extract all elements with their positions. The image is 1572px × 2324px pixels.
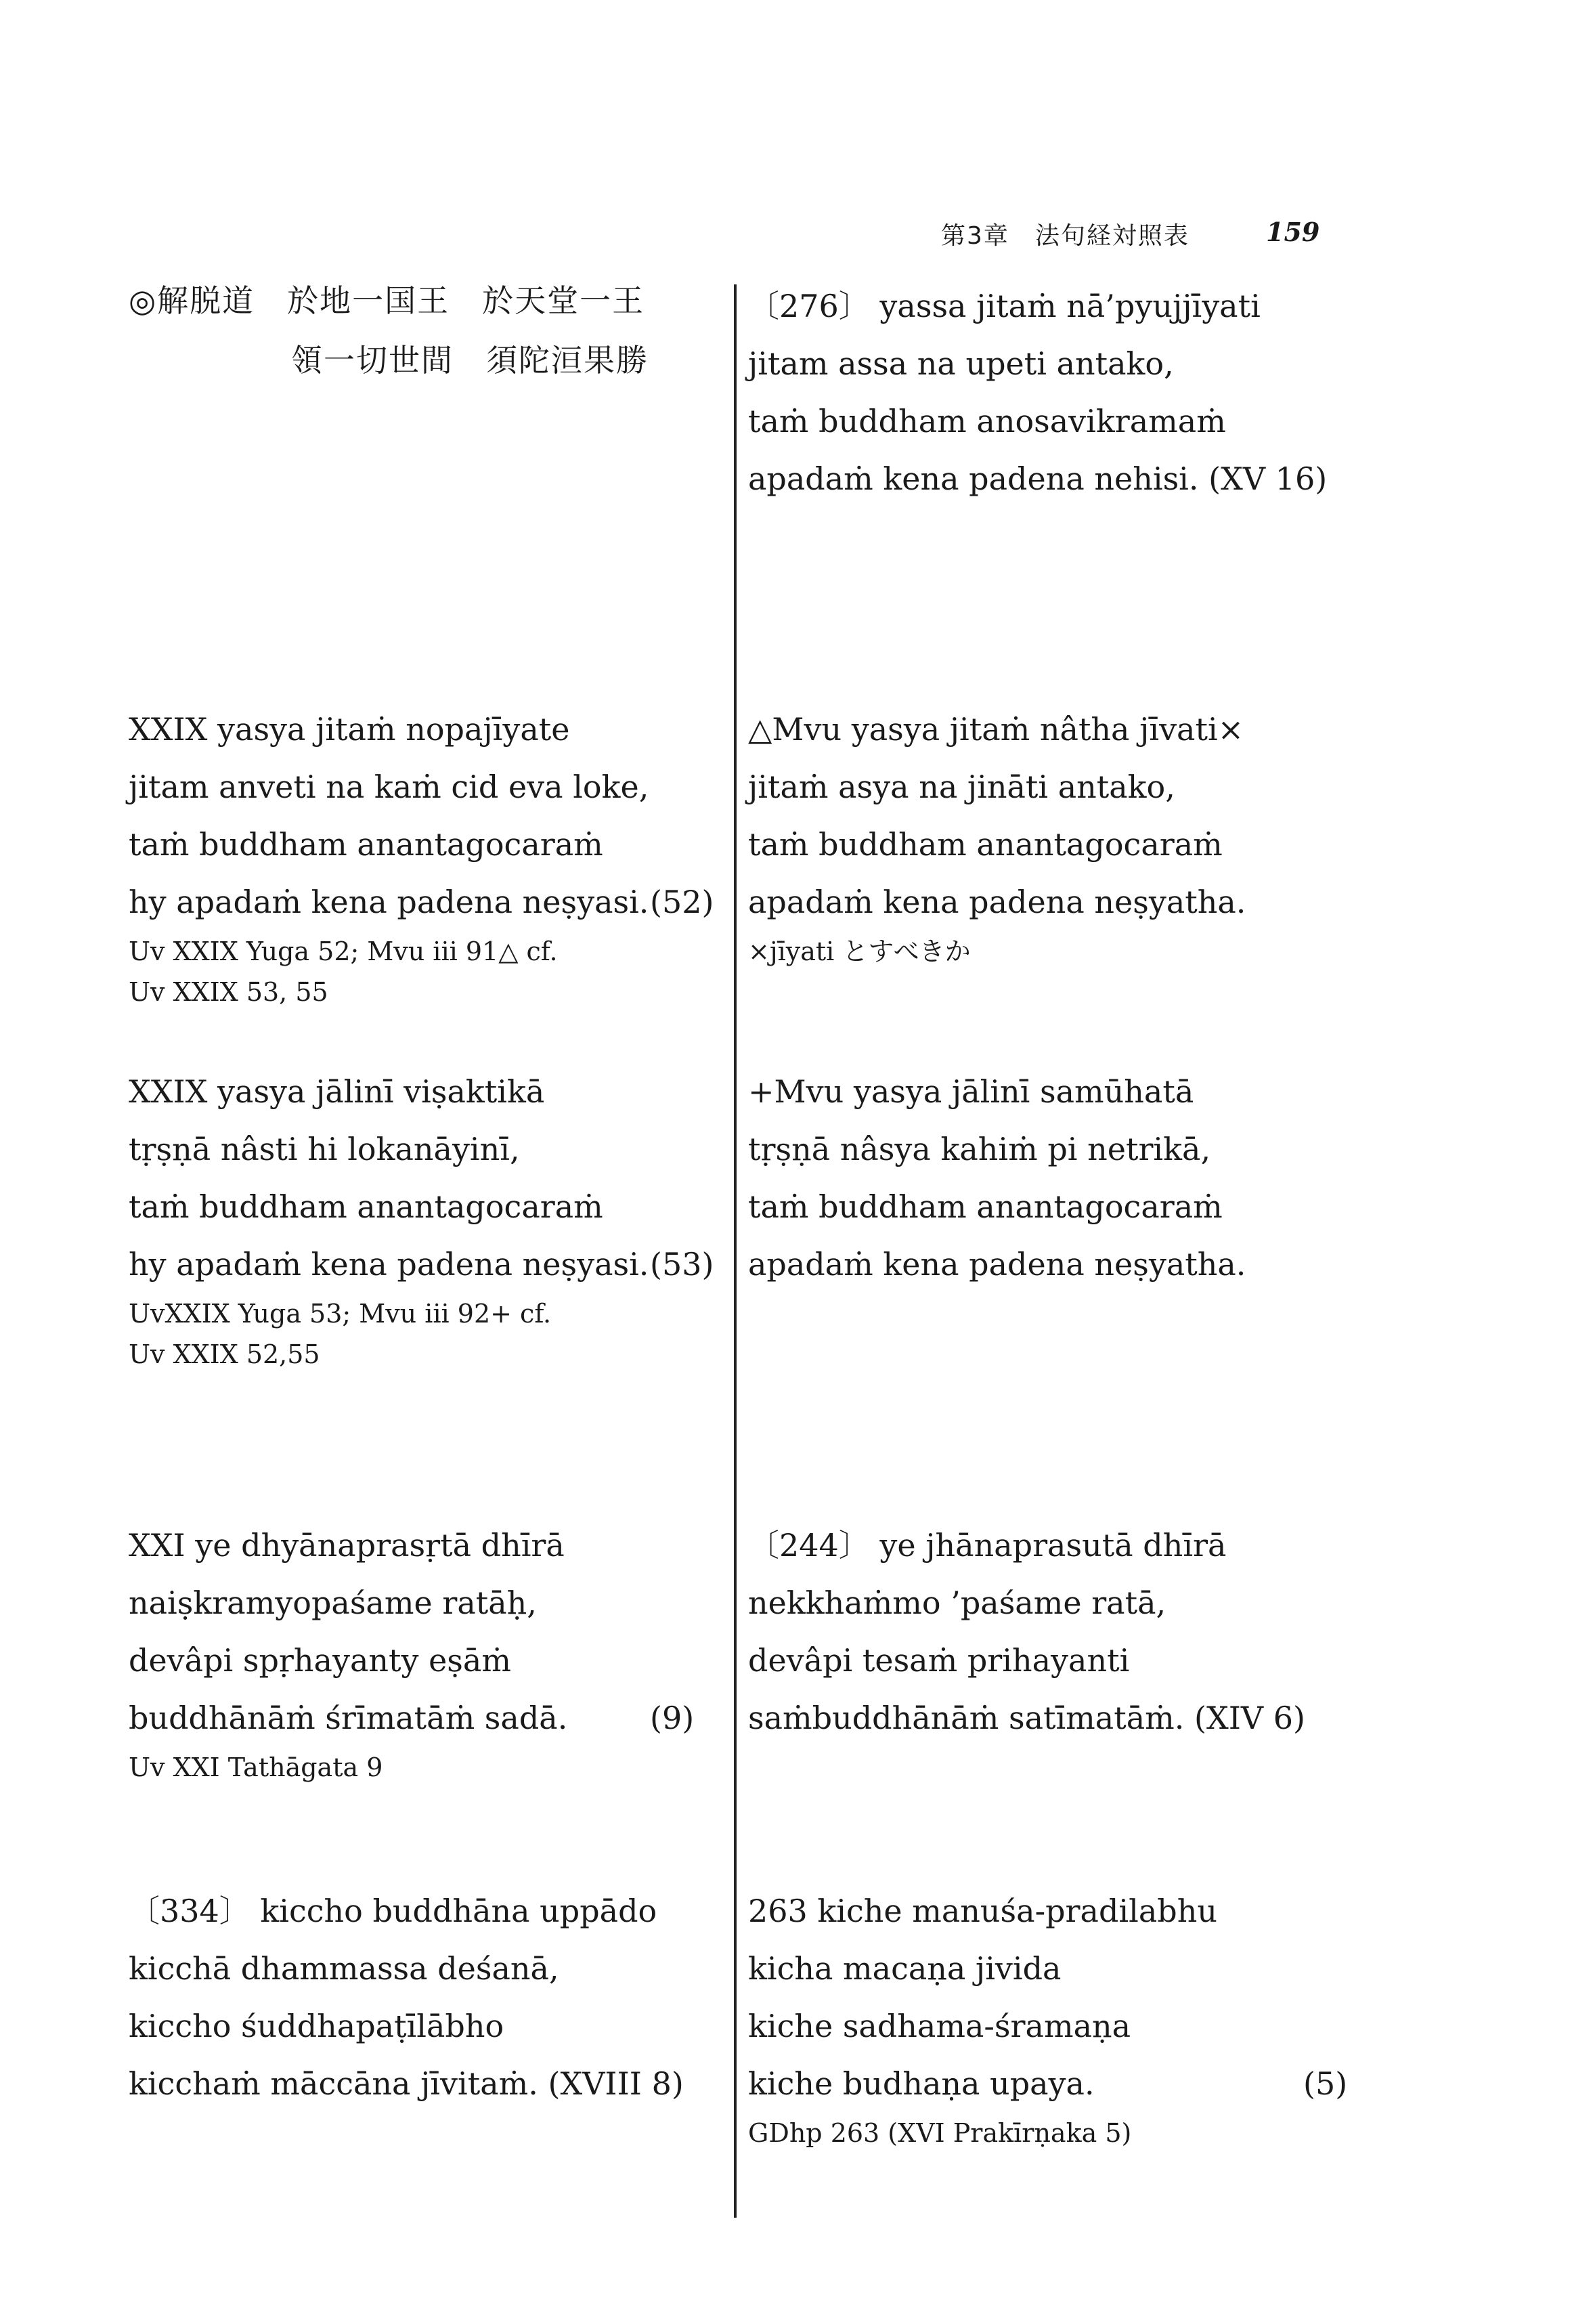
verse-276 bbox=[748, 278, 1357, 508]
verse-line: kiche sadhama-śramaṇa bbox=[748, 2008, 1131, 2044]
verse-334 bbox=[129, 1882, 738, 2113]
verse-244 bbox=[748, 1517, 1357, 1747]
verse-line: apadaṁ kena padena nehisi. (XV 16) bbox=[748, 460, 1328, 497]
verse-line: 〔334〕 kiccho buddhāna uppādo bbox=[129, 1893, 657, 1929]
verse-line: XXI ye dhyānaprasṛtā dhīrā bbox=[129, 1527, 565, 1564]
verse-line: △Mvu yasya jitaṁ nâtha jīvati× bbox=[748, 711, 1244, 748]
verse-line: apadaṁ kena padena neṣyatha. bbox=[748, 1246, 1246, 1283]
verse-line: taṁ buddham anantagocaraṁ bbox=[748, 826, 1223, 863]
verse-text: kiche budhaṇa upaya. bbox=[748, 2065, 1095, 2102]
verse-line: taṁ buddham anosavikramaṁ bbox=[748, 403, 1226, 439]
verse-line: 263 kiche manuśa-pradilabhu bbox=[748, 1893, 1217, 1929]
verse-line: jitaṁ asya na jināti antako, bbox=[748, 769, 1175, 805]
verse-gdhp-263 bbox=[748, 1882, 1357, 2153]
verse-number: (53) bbox=[650, 1246, 714, 1283]
verse-line: jitam anveti na kaṁ cid eva loke, bbox=[129, 769, 649, 805]
verse-line: kicchā dhammassa deśanā, bbox=[129, 1950, 559, 1987]
verse-line: taṁ buddham anantagocaraṁ bbox=[129, 826, 603, 863]
verse-mvu-91 bbox=[748, 701, 1357, 972]
verse-line: jitam assa na upeti antako, bbox=[748, 345, 1174, 382]
verse-number: (9) bbox=[650, 1700, 695, 1736]
verse-line bbox=[129, 1236, 738, 1293]
verse-uv-xxix-52 bbox=[129, 701, 738, 1012]
reference-line: Uv XXIX 53, 55 bbox=[129, 977, 328, 1007]
verse-line: XXIX yasya jitaṁ nopajīyate bbox=[129, 711, 570, 748]
verse-line: devâpi tesaṁ prihayanti bbox=[748, 1642, 1130, 1679]
verse-line bbox=[129, 874, 738, 931]
page-number: 159 bbox=[1266, 217, 1320, 247]
verse-line: apadaṁ kena padena neṣyatha. bbox=[748, 884, 1246, 920]
jp-verse-line-2: 領一切世間 須陀洹果勝 bbox=[291, 342, 649, 379]
verse-text: hy apadaṁ kena padena neṣyasi. bbox=[129, 884, 649, 920]
verse-number: (5) bbox=[1303, 2065, 1348, 2102]
verse-line: +Mvu yasya jālinī samūhatā bbox=[748, 1073, 1194, 1110]
verse-line: 〔244〕 ye jhānaprasutā dhīrā bbox=[748, 1527, 1227, 1564]
verse-line: tṛṣṇā nâsti hi lokanāyinī, bbox=[129, 1131, 520, 1167]
reference-line: UvXXIX Yuga 53; Mvu iii 92+ cf. bbox=[129, 1299, 552, 1329]
verse-line: kicha macaṇa jivida bbox=[748, 1950, 1062, 1987]
verse-line: tṛṣṇā nâsya kahiṁ pi netrikā, bbox=[748, 1131, 1211, 1167]
verse-uv-xxix-53 bbox=[129, 1063, 738, 1375]
verse-line: kiccho śuddhapaṭīlābho bbox=[129, 2008, 504, 2044]
verse-line: taṁ buddham anantagocaraṁ bbox=[748, 1188, 1223, 1225]
verse-text: buddhānāṁ śrīmatāṁ sadā. bbox=[129, 1700, 568, 1736]
chapter-header: 第3章 法句経対照表 bbox=[941, 222, 1189, 250]
footnote: ×jīyati とすべきか bbox=[748, 937, 971, 966]
verse-number: (52) bbox=[650, 884, 714, 920]
verse-line: naiṣkramyopaśame ratāḥ, bbox=[129, 1585, 537, 1621]
verse-text: hy apadaṁ kena padena neṣyasi. bbox=[129, 1246, 649, 1283]
verse-line bbox=[129, 1690, 738, 1747]
verse-line: devâpi spṛhayanty eṣāṁ bbox=[129, 1642, 511, 1679]
verse-line: taṁ buddham anantagocaraṁ bbox=[129, 1188, 603, 1225]
verse-line: saṁbuddhānāṁ satīmatāṁ. (XIV 6) bbox=[748, 1700, 1305, 1736]
reference-line: GDhp 263 (XVI Prakīrṇaka 5) bbox=[748, 2118, 1132, 2148]
verse-line: 〔276〕 yassa jitaṁ nā’pyujjīyati bbox=[748, 288, 1261, 324]
verse-line: nekkhaṁmo ’paśame ratā, bbox=[748, 1585, 1166, 1621]
verse-line bbox=[748, 2055, 1357, 2113]
verse-uv-xxi-9 bbox=[129, 1517, 738, 1788]
reference-line: Uv XXI Tathāgata 9 bbox=[129, 1752, 383, 1782]
reference-line: Uv XXIX Yuga 52; Mvu iii 91△ cf. bbox=[129, 937, 558, 966]
reference-line: Uv XXIX 52,55 bbox=[129, 1339, 320, 1369]
verse-mvu-92 bbox=[748, 1063, 1357, 1293]
verse-line: kicchaṁ māccāna jīvitaṁ. (XVIII 8) bbox=[129, 2065, 684, 2102]
verse-line: XXIX yasya jālinī viṣaktikā bbox=[129, 1073, 545, 1110]
jp-verse-line-1: ◎解脱道 於地一国王 於天堂一王 bbox=[129, 282, 645, 319]
